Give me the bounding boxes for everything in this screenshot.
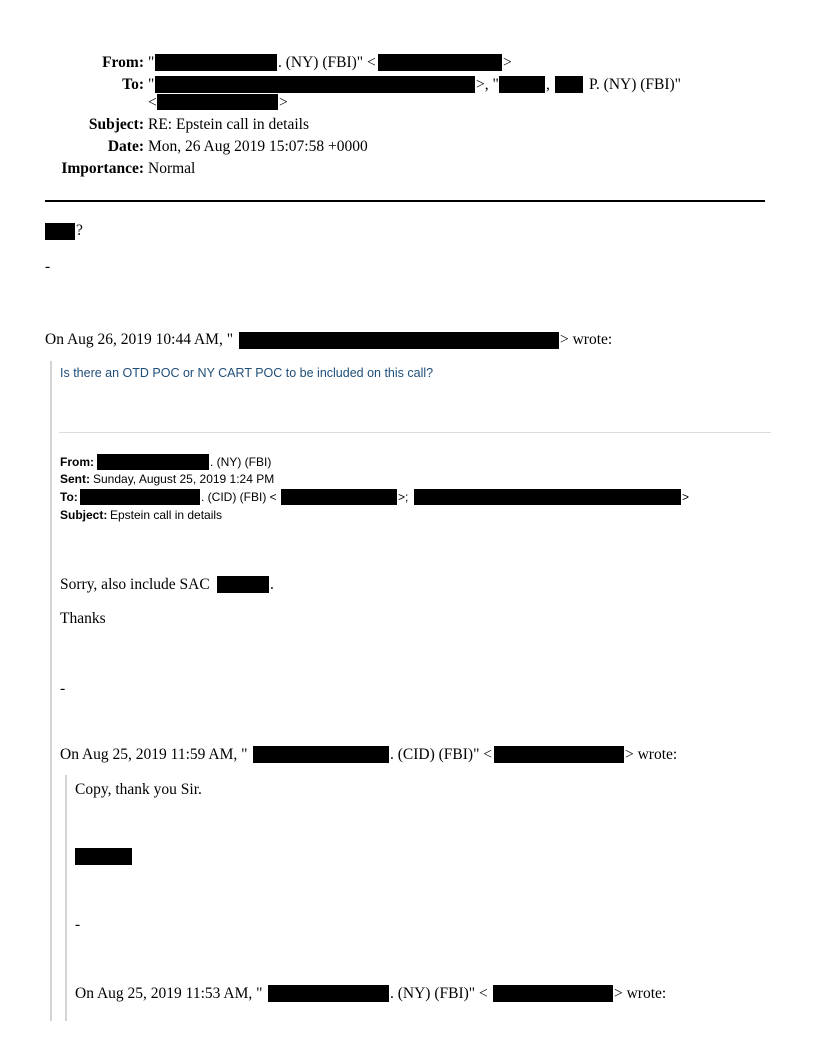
redaction: [239, 332, 559, 349]
fwd-to-tail: . (CID) (FBI) <: [201, 490, 277, 504]
to-line2-open: <: [148, 94, 157, 111]
forward-message-1: Sorry, also include SAC: [60, 576, 210, 593]
reply-header-3-suffix: > wrote:: [614, 985, 667, 1002]
reply-header-1: On Aug 26, 2019 10:44 AM, ": [45, 331, 234, 348]
importance-value: Normal: [148, 160, 196, 177]
fwd-to-label: To:: [60, 490, 78, 504]
signature-dash: -: [60, 680, 66, 697]
redaction: [157, 94, 278, 110]
from-close: >: [503, 54, 512, 71]
redaction: [494, 746, 624, 763]
redaction: [493, 985, 613, 1002]
redaction: [378, 54, 502, 71]
reply-header-1-suffix: > wrote:: [560, 331, 613, 348]
redaction: [155, 54, 277, 71]
reply-header-2: On Aug 25, 2019 11:59 AM, ": [60, 746, 248, 763]
redaction: [80, 489, 200, 505]
redaction: [75, 848, 132, 865]
redaction: [555, 76, 583, 93]
fwd-subject-value: Epstein call in details: [110, 508, 223, 522]
nested-copy-text: Copy, thank you Sir.: [75, 781, 202, 798]
reply-header-3: On Aug 25, 2019 11:53 AM, ": [75, 985, 263, 1002]
to-tail: P. (NY) (FBI)": [589, 76, 682, 93]
forward-divider: [59, 432, 771, 433]
redaction: [281, 489, 397, 505]
redaction: [499, 76, 545, 93]
to-line2-close: >: [279, 94, 288, 111]
greeting-suffix: ?: [76, 222, 83, 239]
subject-value: RE: Epstein call in details: [148, 116, 309, 133]
reply-header-3-mid: . (NY) (FBI)" <: [390, 985, 488, 1002]
subject-label: Subject:: [88, 116, 144, 133]
redaction: [414, 489, 681, 505]
from-label: From:: [102, 54, 144, 71]
from-tail: . (NY) (FBI)" <: [278, 54, 376, 71]
fwd-from-label: From:: [60, 455, 94, 469]
date-value: Mon, 26 Aug 2019 15:07:58 +0000: [148, 138, 368, 155]
reply-header-2-mid: . (CID) (FBI)" <: [390, 746, 493, 763]
importance-label: Importance:: [61, 160, 144, 177]
redaction: [155, 76, 475, 93]
fwd-sent-value: Sunday, August 25, 2019 1:24 PM: [93, 472, 275, 486]
quote-bar: [65, 775, 67, 1021]
to-mid: >, ": [476, 76, 499, 93]
forward-message-2: Thanks: [60, 610, 106, 627]
redaction: [268, 985, 389, 1002]
fwd-to-sep: >;: [398, 490, 409, 504]
redaction: [217, 576, 269, 593]
signature-dash: -: [75, 916, 81, 933]
fwd-subject-label: Subject:: [60, 508, 108, 522]
quote-bar: [50, 361, 52, 1021]
forward-message-1-end: .: [270, 576, 274, 593]
quoted-question: Is there an OTD POC or NY CART POC to be included on this call?: [60, 366, 434, 380]
redaction: [97, 454, 209, 470]
fwd-to-close: >: [682, 490, 690, 504]
redaction: [45, 223, 75, 240]
fwd-sent-label: Sent:: [60, 472, 90, 486]
redaction: [253, 746, 389, 763]
to-label: To:: [122, 76, 144, 93]
from-quote: ": [148, 54, 155, 71]
fwd-from-tail: . (NY) (FBI): [210, 455, 272, 469]
date-label: Date:: [107, 138, 144, 155]
to-comma: ,: [546, 76, 550, 93]
signature-dash: -: [45, 258, 51, 275]
to-quote: ": [148, 76, 155, 93]
reply-header-2-suffix: > wrote:: [625, 746, 678, 763]
header-divider: [45, 200, 765, 202]
